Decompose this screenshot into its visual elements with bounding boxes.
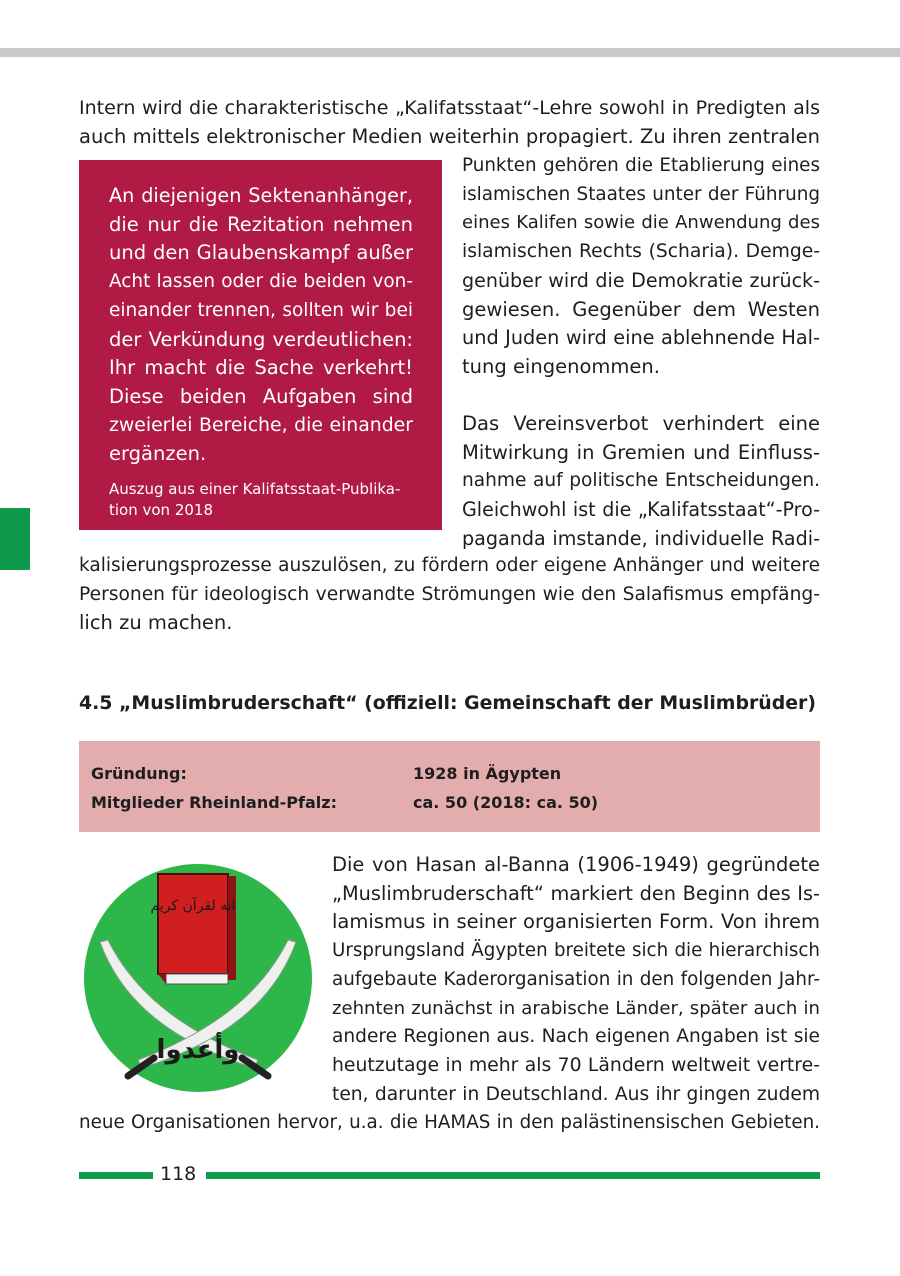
text-line: paganda imstande, individuelle Radi- (462, 526, 820, 550)
quote-line: Diese beiden Aufgaben sind (109, 384, 413, 408)
quote-line: der Verkündung verdeutlichen: (109, 327, 413, 351)
text-line: tung eingenommen. (462, 354, 660, 378)
quote-source (109, 479, 413, 521)
text-line: nahme auf politische Entscheidungen. (462, 470, 820, 492)
text-line: islamischen Rechts (Scharia). Demge- (462, 241, 820, 263)
text-line: Die von Hasan al-Banna (1906-1949) gegründete (332, 853, 820, 876)
quote-text (109, 182, 413, 469)
quote-source-line: Auszug aus einer Kalifatsstaat-Publika- (109, 480, 401, 499)
text-line: islamischen Staates unter der Führung (462, 183, 820, 205)
text-line: neue Organisationen hervor, u.a. die HAMAS in den palästinensischen Gebieten. (79, 1112, 820, 1133)
quote-line: ergänzen. (109, 442, 207, 466)
text-line: Punkten gehören die Etablierung eines (462, 155, 820, 176)
text-line: kalisierungsprozesse auszulösen, zu fördern oder eigene Anhänger und weitere (79, 555, 820, 576)
text-line: lamismus in seiner organisierten Form. Von ihrem (332, 910, 820, 934)
members-label: Mitglieder Rheinland-Pfalz: (91, 793, 337, 812)
page-number: 118 (160, 1163, 197, 1185)
brotherhood-paragraph (332, 851, 820, 1109)
section-heading: 4.5 „Muslimbruderschaft“ (offiziell: Gemeinschaft der Muslimbrüder) (79, 692, 816, 714)
text-line: genüber wird die Demokratie zurück- (462, 269, 820, 292)
text-line: Gleichwohl ist die „Kalifatsstaat“-Pro- (462, 499, 820, 522)
text-line: lich zu machen. (79, 611, 233, 635)
text-line: Intern wird die charakteristische „Kalifatsstaat“-Lehre sowohl in Predigten als (79, 97, 820, 119)
founding-label: Gründung: (91, 764, 187, 783)
quote-line: An diejenigen Sektenanhänger, (109, 184, 413, 207)
text-line: und Juden wird eine ablehnende Hal- (462, 326, 820, 350)
quote-line: zweierlei Bereiche, die einander (109, 414, 413, 436)
text-line: auch mittels elektronischer Medien weiterhin propagiert. Zu ihren zentralen (79, 124, 820, 148)
quote-box (79, 160, 442, 530)
muslim-brotherhood-emblem-icon (82, 862, 314, 1094)
members-value: ca. 50 (2018: ca. 50) (413, 793, 599, 812)
members-row (91, 792, 599, 814)
text-line: „Muslimbruderschaft“ markiert den Beginn des Is- (332, 881, 820, 905)
quote-line: Ihr macht die Sache verkehrt! (109, 356, 413, 380)
text-line: heutzutage in mehr als 70 Ländern weltweit vertre- (332, 1054, 820, 1076)
text-line: zehnten zunächst in arabische Länder, später auch in (332, 997, 820, 1019)
text-line: gewiesen. Gegenüber dem Westen (462, 297, 820, 321)
text-line: andere Regionen aus. Nach eigenen Angaben ist sie (332, 1026, 820, 1048)
continuation-paragraph (79, 552, 820, 638)
quote-line: und den Glaubenskampf außer (109, 241, 413, 265)
founding-value: 1928 in Ägypten (413, 764, 562, 783)
quote-line: einander trennen, sollten wir bei (109, 299, 413, 321)
text-line: aufgebaute Kaderorganisation in den folgenden Jahr- (332, 968, 820, 990)
top-rule (0, 48, 900, 57)
chapter-side-tab (0, 508, 30, 570)
brotherhood-paragraph-last-line (79, 1109, 820, 1138)
text-line: eines Kalifen sowie die Anwendung des (462, 212, 820, 234)
intro-paragraph (79, 94, 820, 151)
quote-line: Acht lassen oder die beiden von- (109, 271, 413, 293)
book-inscription: انه لقرآن كريم (150, 898, 236, 914)
text-line: Ursprungsland Ägypten breitete sich die hierarchisch (332, 940, 820, 962)
founding-row (91, 763, 562, 785)
text-line: ten, darunter in Deutschland. Aus ihr gingen zudem (332, 1083, 820, 1105)
right-column-paragraph-2 (462, 410, 820, 554)
text-line: Das Vereinsverbot verhindert eine (462, 412, 820, 435)
footer-rule-right (206, 1172, 820, 1179)
quote-line: die nur die Rezitation nehmen (109, 212, 413, 236)
emblem-motto: وأعدوا (156, 1035, 240, 1065)
quote-source-line: tion von 2018 (109, 501, 214, 520)
info-box (79, 741, 820, 832)
text-line: Personen für ideologisch verwandte Strömungen wie den Salafismus empfäng- (79, 583, 820, 605)
footer-rule-left (79, 1172, 153, 1179)
text-line: Mitwirkung in Gremien und Einfluss- (462, 440, 820, 464)
right-column-paragraph-1 (462, 152, 820, 382)
